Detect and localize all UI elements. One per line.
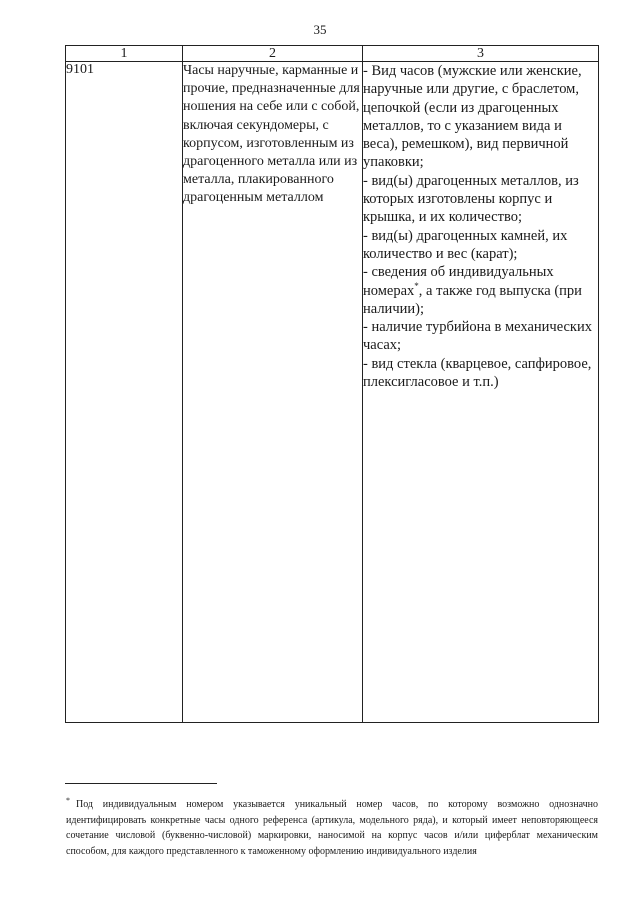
column-header-1: 1 [66,46,183,62]
required-attributes-cell [363,62,599,723]
attribute-item-serial-numbers-text: - сведения об индивидуальных номерах [363,264,554,299]
hs-code-cell: 9101 [66,62,183,723]
attribute-item-tourbillon: - наличие турбийона в механических часах; [363,319,592,354]
attribute-item-metals: - вид(ы) драгоценных металлов, из которых изготовлены корпус и крышка, и их количество; [363,172,579,226]
attribute-item-serial-numbers-tail: , а также год выпуска (при наличии); [363,282,582,317]
column-header-2: 2 [183,46,363,62]
footnote-reference: * [414,280,419,291]
goods-table [65,45,599,723]
attribute-item-serial-numbers [363,263,598,318]
footnote [66,797,598,859]
page-number: 35 [313,22,327,37]
column-header-3: 3 [363,46,599,62]
table-row [66,62,599,723]
table-header-row [66,46,599,62]
footnote-divider [65,783,217,784]
footnote-text: Под индивидуальным номером указывается уникальный номер часов, по которому возможно однозначно идентифицировать конкретные часы одного референса (артикула, модельного ряда), и который имеет неповторяющееся сочетание числовой (буквенно-числовой) маркировки, наносимой на корпус часов и/или циферблат механическим способом, для каждого представленного к таможенному оформлению индивидуального изделия [66,799,598,857]
goods-description-cell: Часы наручные, карманные и прочие, предназначенные для ношения на себе или с собой, включая секундомеры, с корпусом, изготовленным из драгоценного металла или из металла, плакированного драгоценным металлом [183,62,363,723]
attribute-item-watch-type: - Вид часов (мужские или женские, наручные или другие, с браслетом, цепочкой (если из драгоценных металлов, то с указанием вида и веса), ремешком), вид первичной упаковки; [363,63,582,171]
attribute-item-glass: - вид стекла (кварцевое, сапфировое, плексигласовое и т.п.) [363,355,592,391]
attribute-item-stones: - вид(ы) драгоценных камней, их количество и вес (карат); [363,227,568,262]
footnote-marker: * [66,795,70,805]
